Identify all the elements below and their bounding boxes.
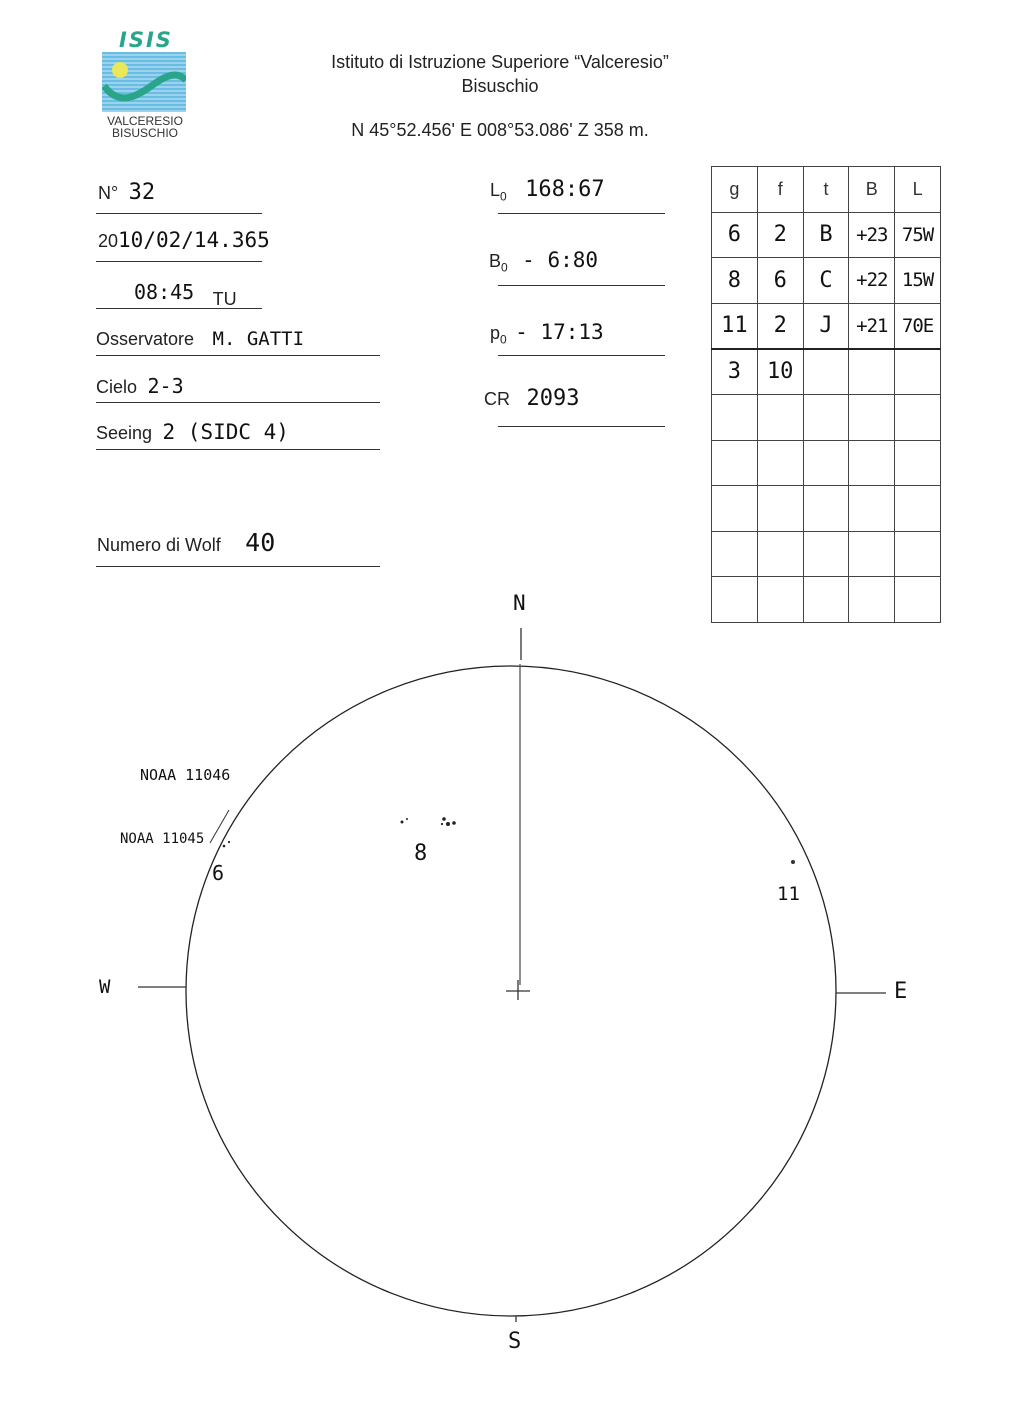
observatory-coordinates: N 45°52.456' E 008°53.086' Z 358 m.: [351, 120, 649, 140]
l0-label: $L_0$: [490, 180, 507, 204]
observer-value: M. GATTI: [212, 328, 305, 350]
p0-label: $p_0$: [490, 323, 507, 347]
cell-b: +22: [849, 258, 895, 304]
noaa-leader: [210, 810, 229, 843]
cell-l: 70E: [895, 303, 941, 349]
group-11-label: 11: [777, 883, 800, 905]
l0-value: 168:67: [525, 177, 605, 202]
date-value: 10/02/14.365: [118, 228, 270, 252]
wolf-label: Numero di Wolf: [97, 535, 221, 555]
group-6-label: 6: [212, 861, 225, 885]
cell-total-spots: 10: [757, 349, 803, 395]
seeing-value: 2 (SIDC 4): [162, 420, 289, 444]
sunspot: [441, 823, 443, 825]
cell-b: +21: [849, 303, 895, 349]
header-f: f: [757, 167, 803, 213]
cell-f: 2: [757, 303, 803, 349]
cell-t: J: [803, 303, 849, 349]
sunspot: [446, 822, 450, 826]
cell-g: 8: [712, 258, 758, 304]
cell-t: B: [803, 212, 849, 258]
b0-label: $B_0$: [489, 251, 508, 275]
east-label: E: [894, 979, 908, 1004]
logo-wordmark: ISIS: [119, 28, 173, 52]
cell-g: 6: [712, 212, 758, 258]
observer-label: Osservatore: [96, 329, 195, 349]
north-label: N: [513, 591, 526, 615]
cell-t: C: [803, 258, 849, 304]
sunspot: [452, 821, 456, 825]
sky-label: Cielo: [96, 377, 138, 397]
noaa-11045-label: NOAA 11045: [120, 831, 205, 847]
noaa-11046-label: NOAA 11046: [140, 766, 231, 784]
cr-label: CR: [484, 389, 510, 409]
group-8-label: 8: [414, 841, 428, 866]
logo-caption-line2: BISUSCHIO: [111, 126, 178, 140]
sunspot: [401, 821, 404, 824]
sunspot: [442, 817, 446, 821]
number-value: 32: [128, 180, 156, 205]
cell-f: 6: [757, 258, 803, 304]
header-b: B: [849, 167, 895, 213]
time-value: 08:45: [134, 280, 195, 304]
sunspot: [406, 818, 408, 820]
header-l: L: [895, 167, 941, 213]
sky-value: 2-3: [147, 374, 184, 398]
header-t: t: [803, 167, 849, 213]
p0-value: - 17:13: [515, 320, 604, 344]
header-g: g: [712, 167, 758, 213]
institute-town: Bisuschio: [461, 76, 539, 96]
logo-caption-line1: VALCERESIO: [107, 114, 183, 128]
cell-f: 2: [757, 212, 803, 258]
west-label: W: [99, 976, 111, 998]
south-label: S: [508, 1329, 522, 1354]
seeing-label: Seeing: [96, 423, 153, 443]
sunspot: [223, 845, 226, 848]
cell-b: +23: [849, 212, 895, 258]
b0-value: - 6:80: [522, 248, 599, 272]
sunspot: [791, 860, 795, 864]
cell-l: 75W: [895, 212, 941, 258]
cell-total-groups: 3: [712, 349, 758, 395]
cell-g: 11: [712, 303, 758, 349]
number-label: N°: [98, 183, 119, 203]
wolf-value: 40: [245, 528, 276, 557]
sunspot: [228, 841, 230, 843]
cr-value: 2093: [526, 386, 580, 411]
time-unit: TU: [212, 289, 237, 309]
date-prefix: 20: [98, 231, 119, 251]
institute-name: Istituto di Istruzione Superiore “Valceresio”: [331, 52, 669, 72]
cell-l: 15W: [895, 258, 941, 304]
